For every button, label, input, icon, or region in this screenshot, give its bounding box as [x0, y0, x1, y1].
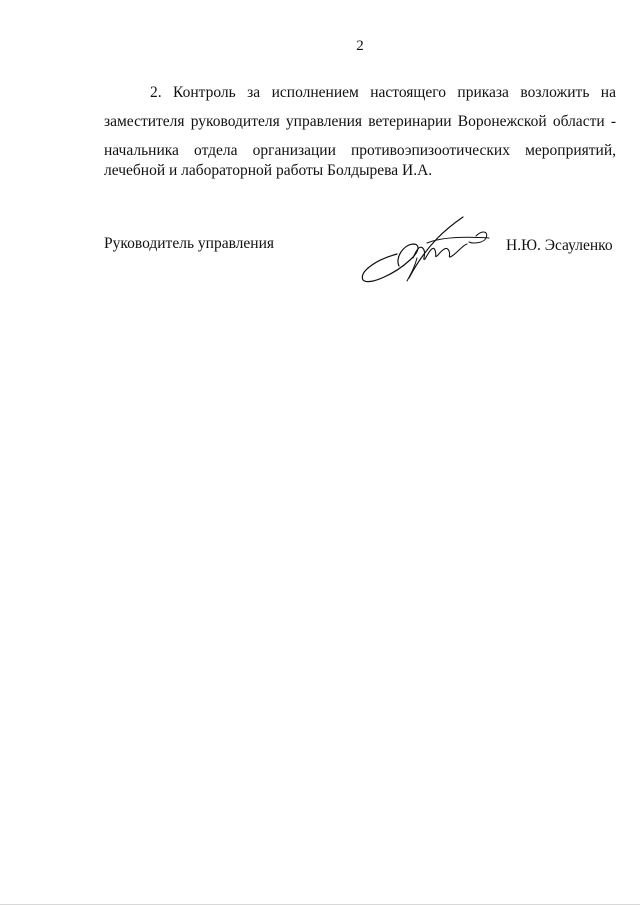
handwritten-signature [355, 214, 495, 286]
paragraph-line-4: лечебной и лабораторной работы Болдырева И.А. [104, 162, 433, 179]
signer-name: Н.Ю. Эсауленко [506, 237, 613, 254]
page-number: 2 [356, 38, 364, 54]
paragraph-line-1: 2. Контроль за исполнением настоящего приказа возложить на [150, 84, 616, 101]
paragraph-line-2: заместителя руководителя управления ветеринарии Воронежской области - [104, 113, 616, 130]
paragraph-line-3: начальника отдела организации противоэпизоотических мероприятий, [104, 142, 616, 159]
signer-title: Руководитель управления [104, 235, 275, 252]
